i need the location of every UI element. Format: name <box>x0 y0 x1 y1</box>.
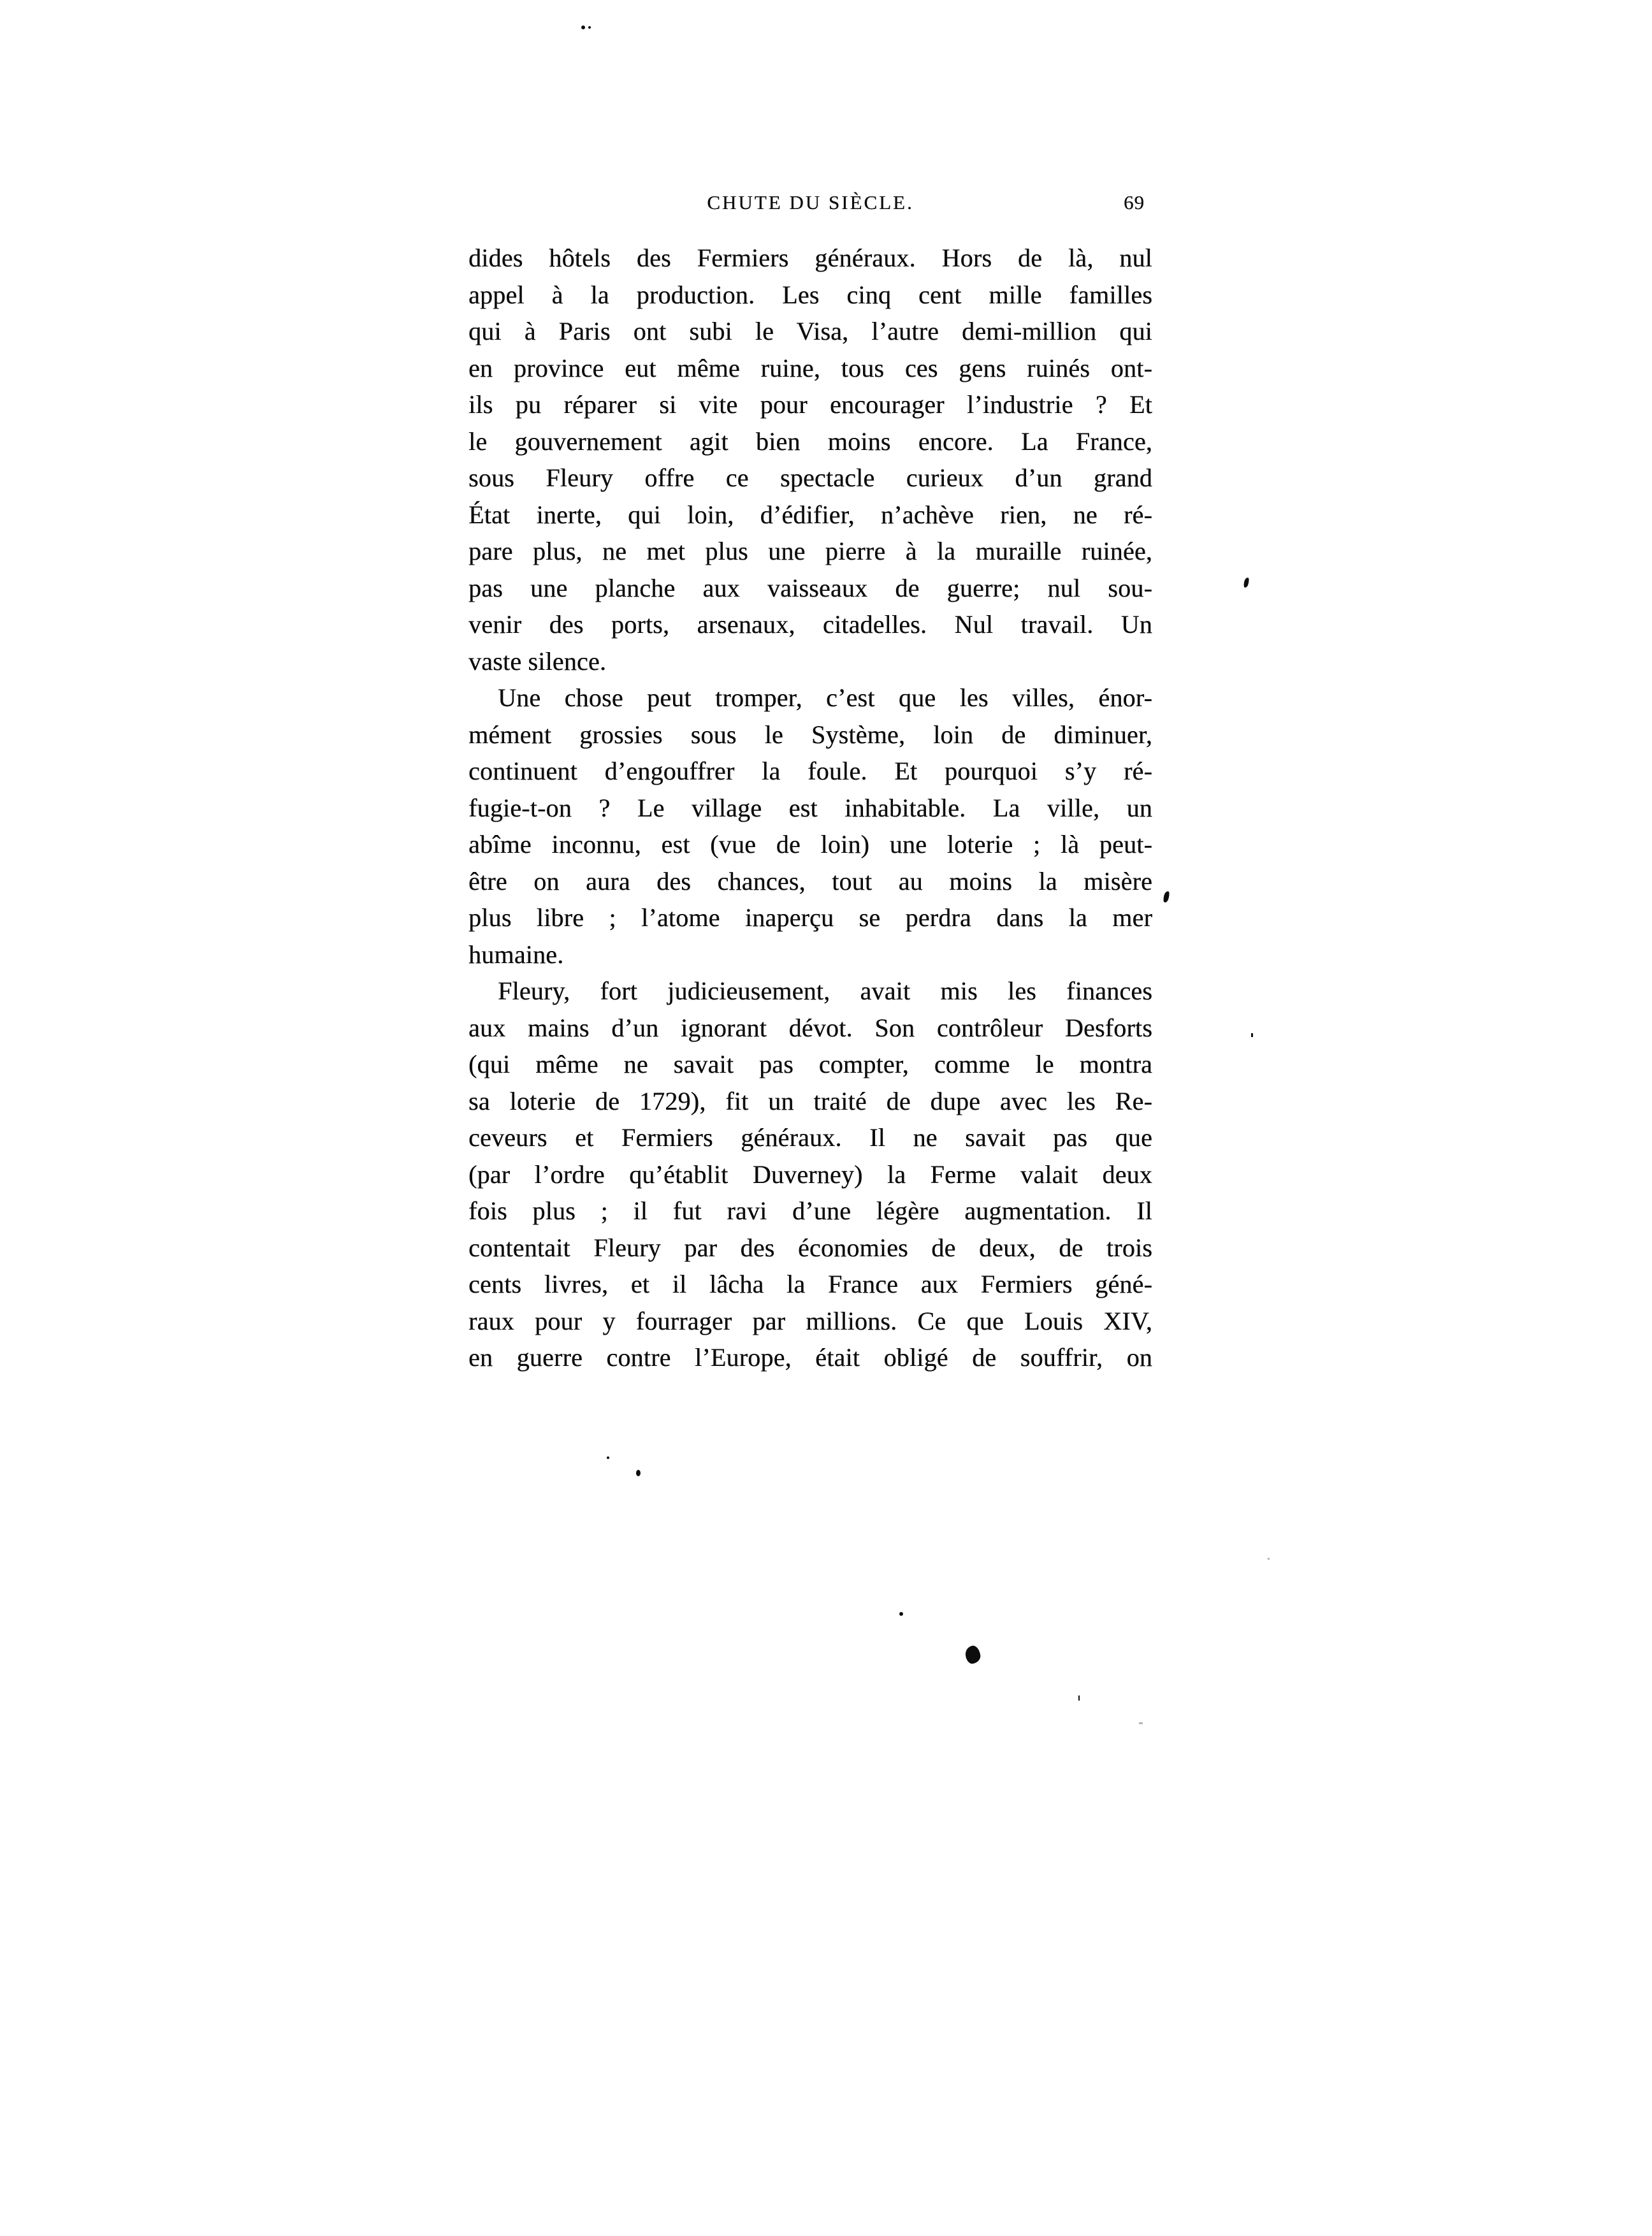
text-line: aux mains d’un ignorant dévot. Son contrôleur Desforts <box>468 1013 1152 1042</box>
text-line: en guerre contre l’Europe, était obligé de souffrir, on <box>468 1343 1152 1372</box>
ink-speck <box>581 25 585 29</box>
text-line: qui à Paris ont subi le Visa, l’autre demi-million qui <box>468 317 1152 345</box>
text-line: être on aura des chances, tout au moins la misère <box>468 866 1152 896</box>
text-line: cents livres, et il lâcha la France aux Fermiers géné- <box>468 1270 1152 1298</box>
text-line: (qui même ne savait pas compter, comme le montra <box>468 1050 1152 1078</box>
text-line: venir des ports, arsenaux, citadelles. Nul travail. Un <box>468 610 1152 639</box>
ink-speck <box>1139 1722 1143 1724</box>
text-line: pas une planche aux vaisseaux de guerre; nul sou- <box>468 573 1152 602</box>
text-line: Fleury, fort judicieusement, avait mis les finances <box>498 976 1152 1005</box>
page-number: 69 <box>1124 191 1145 214</box>
text-line: vaste silence. <box>468 646 607 676</box>
ink-speck <box>1078 1695 1080 1701</box>
text-line: ceveurs et Fermiers généraux. Il ne savait pas que <box>468 1123 1152 1152</box>
ink-speck <box>1243 577 1250 588</box>
text-block <box>468 240 1152 1376</box>
ink-speck <box>1163 890 1170 903</box>
text-line: abîme inconnu, est (vue de loin) une loterie ; là peut- <box>468 830 1152 859</box>
text-line: en province eut même ruine, tous ces gens ruinés ont- <box>468 353 1152 382</box>
ink-speck <box>1251 1033 1253 1037</box>
page-title: CHUTE DU SIÈCLE. <box>707 191 914 214</box>
ink-speck <box>607 1456 609 1459</box>
text-line: appel à la production. Les cinq cent mille familles <box>468 280 1152 309</box>
text-line: sa loterie de 1729), fit un traité de dupe avec les Re- <box>468 1086 1152 1115</box>
text-line: fois plus ; il fut ravi d’une légère augmentation. Il <box>468 1196 1152 1225</box>
ink-blot <box>964 1645 982 1665</box>
text-line: ils pu réparer si vite pour encourager l’industrie ? Et <box>468 390 1152 419</box>
text-line: sous Fleury offre ce spectacle curieux d’un grand <box>468 463 1152 492</box>
text-line: (par l’ordre qu’établit Duverney) la Ferme valait deux <box>468 1159 1152 1189</box>
text-line: Une chose peut tromper, c’est que les villes, énor- <box>498 683 1152 712</box>
text-line: pare plus, ne met plus une pierre à la muraille ruinée, <box>468 537 1152 565</box>
ink-speck <box>1268 1558 1270 1560</box>
text-line: continuent d’engouffrer la foule. Et pourquoi s’y ré- <box>468 757 1152 785</box>
ink-speck <box>588 26 591 29</box>
text-line: État inerte, qui loin, d’édifier, n’achève rien, ne ré- <box>468 500 1152 529</box>
text-line: contentait Fleury par des économies de deux, de trois <box>468 1233 1152 1262</box>
ink-speck <box>899 1612 903 1616</box>
text-line: mément grossies sous le Système, loin de diminuer, <box>468 720 1152 749</box>
text-line: fugie-t-on ? Le village est inhabitable. La ville, un <box>468 793 1152 822</box>
ink-speck <box>636 1470 641 1476</box>
running-header <box>468 191 1152 219</box>
text-line: le gouvernement agit bien moins encore. La France, <box>468 426 1152 456</box>
paragraph <box>468 679 1152 973</box>
text-line: raux pour y fourrager par millions. Ce que Louis XIV, <box>468 1306 1152 1335</box>
text-line: plus libre ; l’atome inaperçu se perdra dans la mer <box>468 903 1152 932</box>
paragraph <box>468 973 1152 1376</box>
text-line: humaine. <box>468 940 564 969</box>
paragraph <box>468 240 1152 679</box>
text-line: dides hôtels des Fermiers généraux. Hors de là, nul <box>468 243 1152 272</box>
